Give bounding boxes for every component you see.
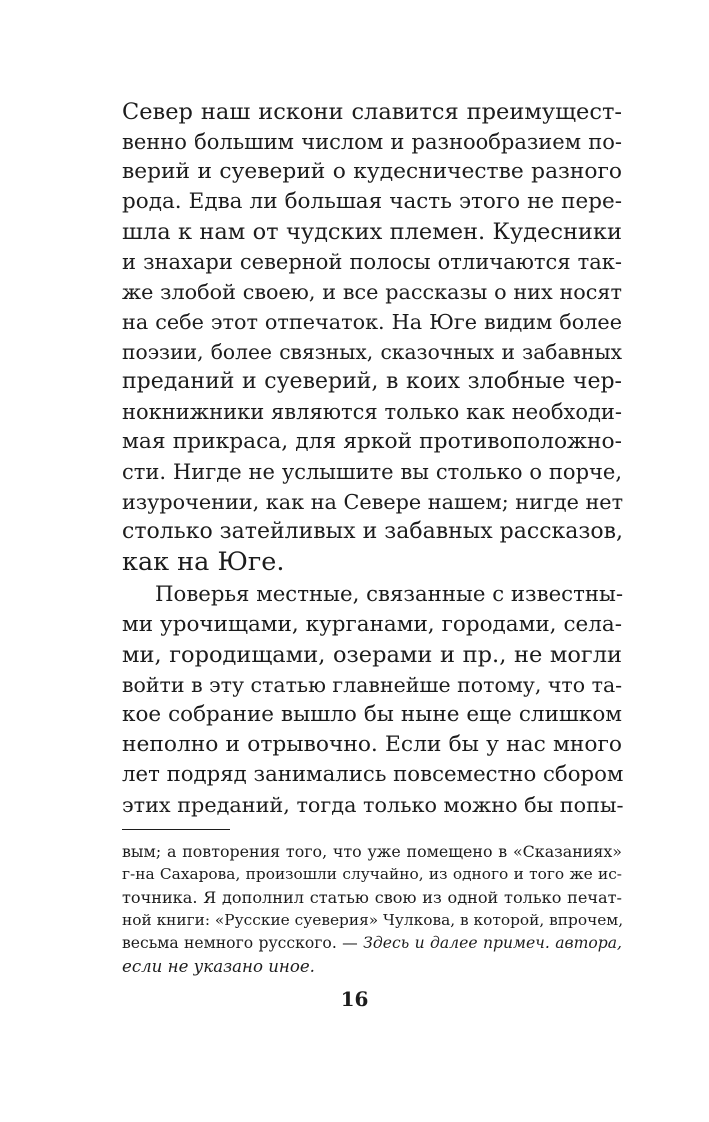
body-line: Поверья местные, связанные с известны- xyxy=(155,582,624,607)
footnote-editor-note: Здесь и далее примеч. автора, xyxy=(363,934,622,952)
page-number: 16 xyxy=(340,987,369,1011)
footnote-text: весьма немного русского. — xyxy=(122,934,364,952)
footnote-line xyxy=(122,932,622,955)
body-line: столько затейливых и забавных рассказов, xyxy=(122,519,624,544)
body-line: поэзии, более связных, сказочных и забавных xyxy=(122,340,622,364)
footnote-line xyxy=(122,955,622,978)
body-line: ми урочищами, курганами, городами, села- xyxy=(122,612,622,637)
body-line: венно большим числом и разнообразием по- xyxy=(122,130,622,154)
body-line: лет подряд занимались повсеместно сбором xyxy=(122,762,624,787)
body-line: мая прикраса, для яркой противоположно- xyxy=(122,429,622,454)
body-line: верий и суеверий о кудесничестве разного xyxy=(122,159,622,184)
body-line: изурочении, как на Севере нашем; нигде нет xyxy=(122,490,624,514)
body-line: шла к нам от чудских племен. Кудесники xyxy=(122,219,622,245)
body-line: на себе этот отпечаток. На Юге видим более xyxy=(122,310,622,334)
body-line: ми, городищами, озерами и пр., не могли xyxy=(122,642,622,668)
body-line: преданий и суеверий, в коих злобные чер- xyxy=(122,369,622,394)
body-line: войти в эту статью главнейше потому, что та- xyxy=(122,673,623,697)
body-line: рода. Едва ли большая часть этого не пере- xyxy=(122,189,622,214)
body-line: как на Юге. xyxy=(122,547,285,577)
body-line: этих преданий, тогда только можно бы попы- xyxy=(122,793,624,817)
body-line: же злобой своею, и все рассказы о них носят xyxy=(122,280,622,304)
footnote-line: точника. Я дополнил статью свою из одной только печат- xyxy=(122,888,622,907)
footnote-editor-note: если не указано иное. xyxy=(122,957,315,976)
body-line: Север наш искони славится преимущест- xyxy=(122,99,622,125)
body-line: и знахари северной полосы отличаются так- xyxy=(122,250,622,274)
body-line: неполно и отрывочно. Если бы у нас много xyxy=(122,732,622,757)
footnote-line: г-на Сахарова, произошли случайно, из одного и того же ис- xyxy=(122,865,622,883)
footnote-line: вым; а повторения того, что уже помещено в «Сказаниях» xyxy=(122,842,622,861)
body-line: сти. Нигде не услышите вы столько о порче, xyxy=(122,460,622,484)
body-line: нокнижники являются только как необходи- xyxy=(122,400,622,424)
body-line: кое собрание вышло бы ныне еще слишком xyxy=(122,702,622,727)
footnote-line: ной книги: «Русские суеверия» Чулкова, в которой, впрочем, xyxy=(122,911,624,929)
footnote-rule xyxy=(122,829,230,830)
